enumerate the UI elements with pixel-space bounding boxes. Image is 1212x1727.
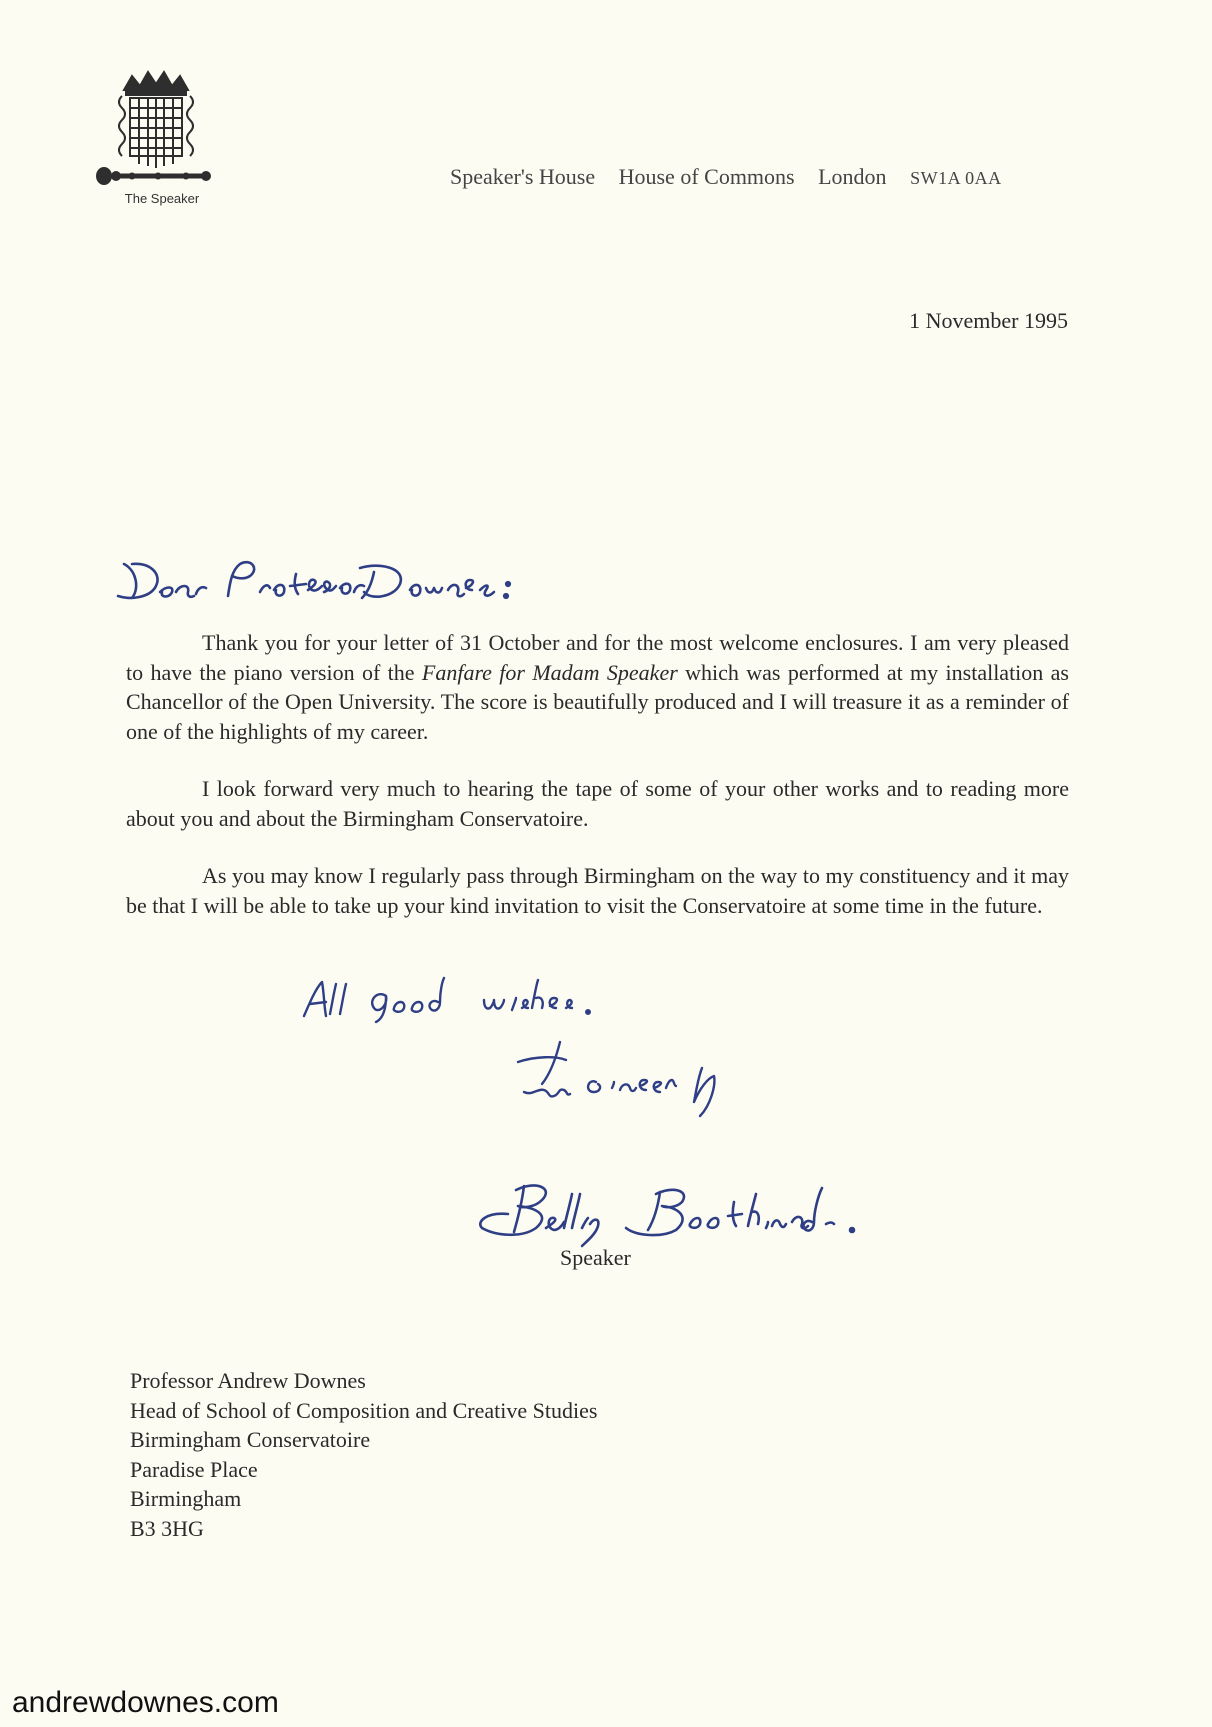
- addressee-block: [130, 1366, 597, 1543]
- paragraph-3: As you may know I regularly pass through Birmingham on the way to my constituency and it may be that I will be able to take up your kind invitation to visit the Conservatoire at some time in the future.: [126, 863, 1069, 918]
- addressee-line: Professor Andrew Downes: [130, 1368, 366, 1393]
- addressee-line: B3 3HG: [130, 1515, 204, 1541]
- handwritten-sign-off: [516, 1038, 776, 1128]
- signature: [476, 1176, 886, 1256]
- addressee-line: Birmingham Conservatoire: [130, 1427, 371, 1452]
- letter-date: 1 November 1995: [909, 308, 1068, 333]
- paragraph-1-start: Thank you for your letter of 31 October and for the most welcome enclosures. I am very pleased to have the piano version of the: [126, 630, 1069, 685]
- site-watermark: andrewdownes.com: [12, 1686, 279, 1719]
- signatory-title: Speaker: [560, 1245, 631, 1270]
- address-postcode: SW1A 0AA: [910, 168, 1002, 188]
- addressee-line: Paradise Place: [130, 1456, 258, 1482]
- handwritten-salutation: [110, 548, 550, 608]
- paragraph-2: I look forward very much to hearing the tape of some of your other works and to reading more about you and about the Birmingham Conservatoire.: [126, 776, 1069, 831]
- crest-caption: The Speaker: [124, 191, 200, 206]
- handwritten-wishes: [300, 976, 620, 1020]
- addressee-line: Head of School of Composition and Creative Studies: [130, 1397, 598, 1423]
- address-house: Speaker's House: [450, 164, 596, 189]
- addressee-line: Birmingham: [130, 1486, 242, 1511]
- letterhead-address: [450, 164, 1002, 190]
- address-commons: House of Commons: [618, 164, 795, 189]
- paragraph-1-end: which was performed at my installation as Chancellor of the Open University. The score is beautifully produced and I will treasure it as a reminder of one of the highlights of my career.: [126, 659, 1069, 744]
- paragraph-1: [126, 628, 1069, 746]
- composition-title: Fanfare for Madam Speaker: [421, 659, 678, 685]
- letter-body: [126, 628, 1069, 948]
- address-city: London: [818, 164, 887, 189]
